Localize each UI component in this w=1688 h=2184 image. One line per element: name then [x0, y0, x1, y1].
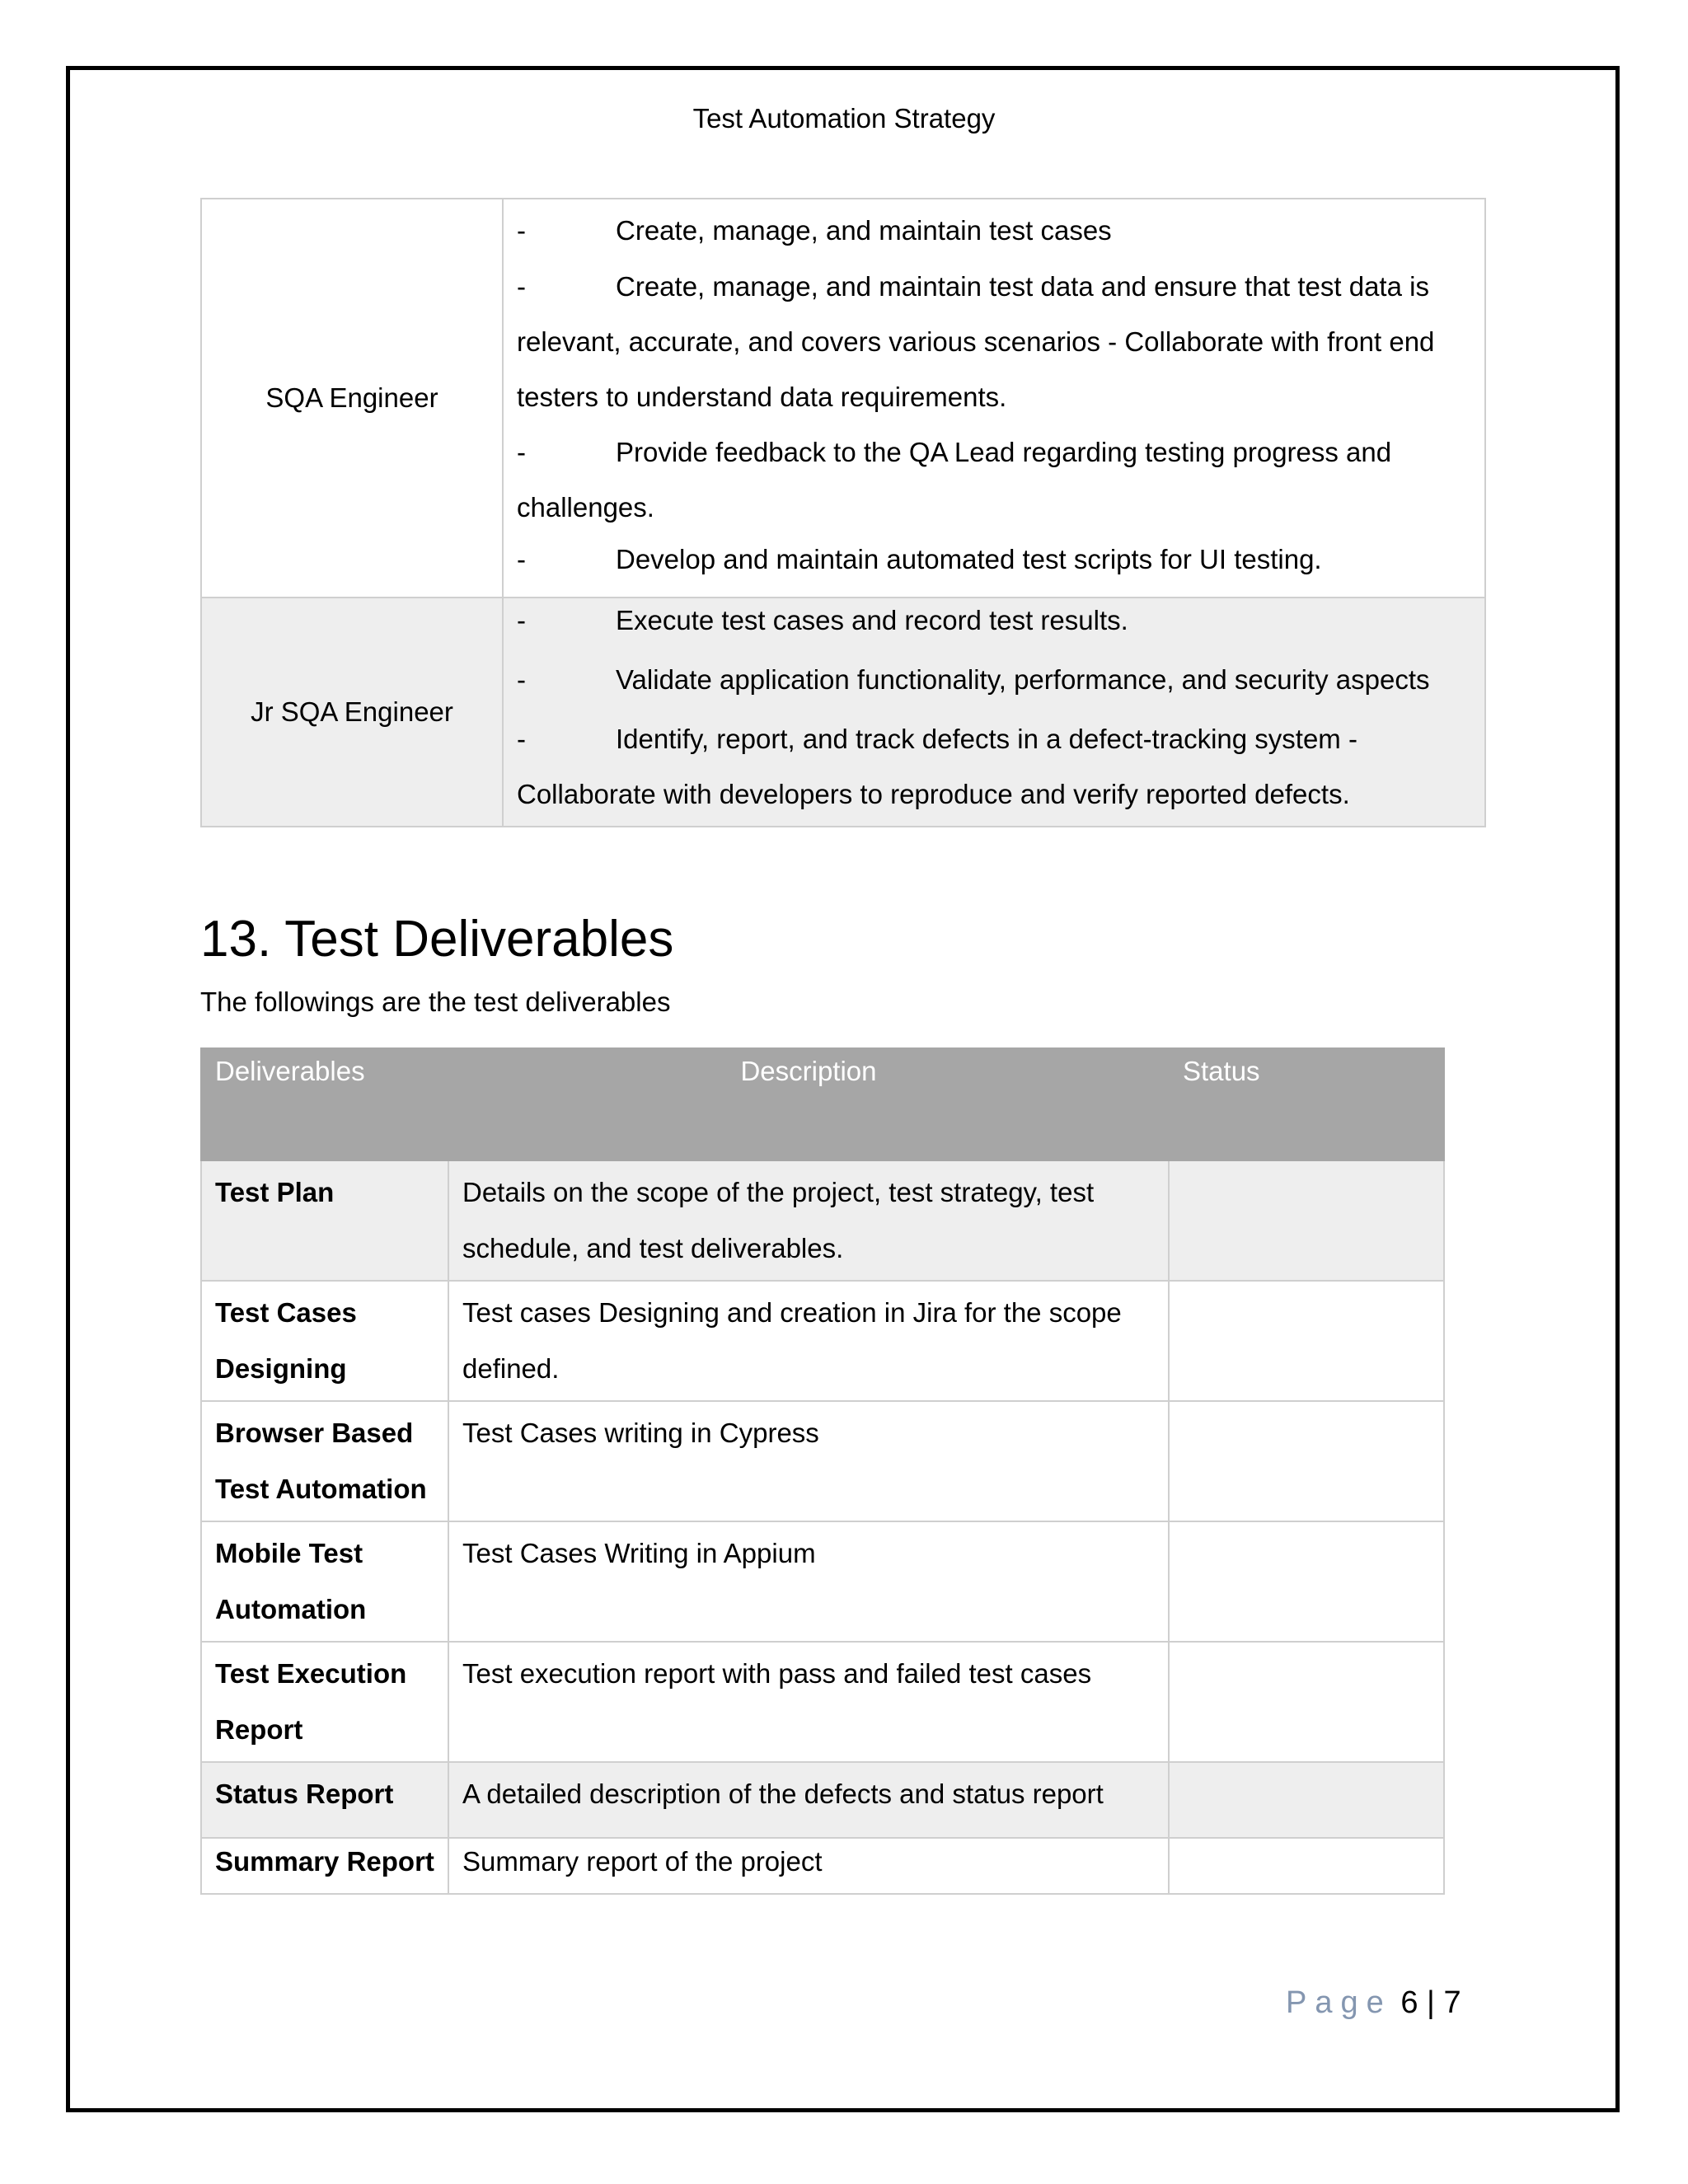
deliverables-table: [200, 1047, 1445, 1895]
role-responsibilities: [503, 199, 1485, 598]
deliverable-name: Test Execution Report: [201, 1642, 448, 1762]
deliverable-description: Summary report of the project: [448, 1838, 1169, 1894]
roles-table: [200, 198, 1486, 827]
deliverable-name: Test Cases Designing: [201, 1281, 448, 1401]
deliverables-header-row: [201, 1048, 1444, 1160]
responsibility-item: [517, 535, 1471, 584]
page-label: Page: [1286, 1985, 1392, 2020]
page-number: 6: [1400, 1985, 1418, 2020]
deliverable-status: [1169, 1521, 1444, 1642]
document-header: Test Automation Strategy: [692, 103, 996, 134]
column-header-description: Description: [448, 1048, 1169, 1160]
responsibility-item: [517, 601, 1471, 640]
responsibility-item: [517, 660, 1471, 700]
responsibility-item: [517, 259, 1471, 424]
responsibility-item: [517, 424, 1471, 535]
deliverable-description: Test cases Designing and creation in Jira for the scope defined.: [448, 1281, 1169, 1401]
deliverable-description: Test execution report with pass and failed test cases: [448, 1642, 1169, 1762]
table-row: [201, 1160, 1444, 1281]
deliverable-description: A detailed description of the defects and status report: [448, 1762, 1169, 1838]
page-separator: |: [1427, 1985, 1435, 2020]
table-row: [201, 1838, 1444, 1894]
column-header-status: Status: [1169, 1048, 1444, 1160]
deliverable-name: Mobile Test Automation: [201, 1521, 448, 1642]
responsibility-item: [517, 211, 1471, 251]
deliverable-status: [1169, 1281, 1444, 1401]
table-row: [201, 1281, 1444, 1401]
column-header-deliverables: Deliverables: [201, 1048, 448, 1160]
table-row: [201, 1521, 1444, 1642]
table-row: [201, 1642, 1444, 1762]
deliverable-status: [1169, 1401, 1444, 1521]
bullet-dash: -: [517, 605, 526, 635]
deliverable-description: Details on the scope of the project, test strategy, test schedule, and test deliverables.: [448, 1160, 1169, 1281]
deliverable-name: Test Plan: [201, 1160, 448, 1281]
role-row-jr-sqa-engineer: [201, 598, 1485, 827]
bullet-dash: -: [517, 543, 526, 574]
table-row: [201, 1401, 1444, 1521]
responsibility-text: Execute test cases and record test results.: [616, 605, 1128, 635]
deliverable-status: [1169, 1160, 1444, 1281]
total-pages: 7: [1443, 1985, 1461, 2020]
bullet-dash: -: [517, 214, 526, 246]
responsibility-text: Develop and maintain automated test scripts for UI testing.: [616, 543, 1322, 574]
responsibility-text: Create, manage, and maintain test data and ensure that test data is relevant, accurate, and covers various scenarios - Collaborate with front end testers to understand data requirements.: [517, 270, 1435, 412]
deliverable-name: Status Report: [201, 1762, 448, 1838]
bullet-dash: -: [517, 436, 526, 467]
deliverable-status: [1169, 1642, 1444, 1762]
role-name: Jr SQA Engineer: [201, 598, 503, 827]
responsibility-text: Identify, report, and track defects in a defect-tracking system - Collaborate with developers to reproduce and verify reported defects.: [517, 724, 1357, 809]
section-intro: The followings are the test deliverables: [200, 987, 671, 1017]
deliverable-status: [1169, 1762, 1444, 1838]
bullet-dash: -: [517, 270, 526, 302]
responsibility-text: Validate application functionality, performance, and security aspects: [616, 664, 1430, 695]
table-row: [201, 1762, 1444, 1838]
responsibility-text: Provide feedback to the QA Lead regarding testing progress and challenges.: [517, 436, 1392, 523]
role-responsibilities: [503, 598, 1485, 827]
role-name: SQA Engineer: [201, 199, 503, 598]
page-footer: [1286, 1981, 1461, 2024]
deliverable-description: Test Cases writing in Cypress: [448, 1401, 1169, 1521]
responsibility-text: Create, manage, and maintain test cases: [616, 214, 1112, 246]
deliverable-name: Summary Report: [201, 1838, 448, 1894]
bullet-dash: -: [517, 724, 526, 754]
responsibility-item: [517, 711, 1471, 822]
bullet-dash: -: [517, 664, 526, 695]
deliverable-status: [1169, 1838, 1444, 1894]
deliverable-name: Browser Based Test Automation: [201, 1401, 448, 1521]
role-row-sqa-engineer: [201, 199, 1485, 598]
deliverable-description: Test Cases Writing in Appium: [448, 1521, 1169, 1642]
section-title: 13. Test Deliverables: [200, 911, 674, 968]
